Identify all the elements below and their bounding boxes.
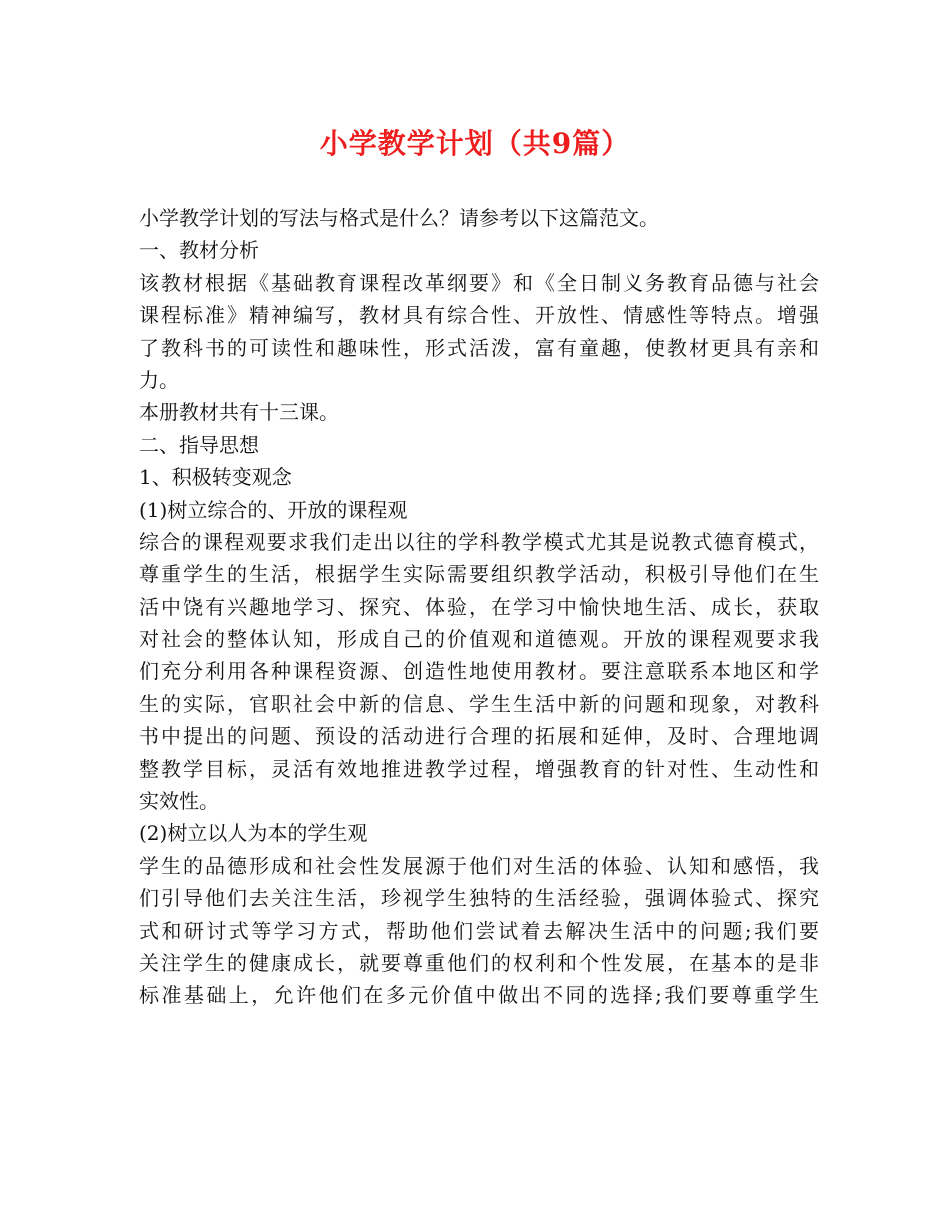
text-line: 尊重学生的生活，根据学生实际需要组织教学活动，积极引导他们在生 — [139, 562, 819, 587]
text-line: 力。 — [139, 367, 179, 392]
text-line: 式和研讨式等学习方式，帮助他们尝试着去解决生活中的问题;我们要 — [139, 918, 819, 943]
text-line: 一、教材分析 — [139, 238, 259, 263]
text-line: 学生的品德形成和社会性发展源于他们对生活的体验、认知和感悟，我 — [139, 853, 819, 878]
text-line: 本册教材共有十三课。 — [139, 400, 339, 425]
text-line: 们引导他们去关注生活，珍视学生独特的生活经验，强调体验式、探究 — [139, 886, 819, 911]
text-line: 标准基础上，允许他们在多元价值中做出不同的选择;我们要尊重学生 — [139, 983, 819, 1008]
text-line: 综合的课程观要求我们走出以往的学科教学模式尤其是说教式德育模式， — [139, 529, 819, 554]
text-line: 1、积极转变观念 — [139, 465, 292, 490]
text-line: 生的实际，官职社会中新的信息、学生生活中新的问题和现象，对教科 — [139, 691, 819, 716]
text-line: 课程标准》精神编写，教材具有综合性、开放性、情感性等特点。增强 — [139, 303, 819, 328]
text-line: (1)树立综合的、开放的课程观 — [139, 497, 408, 522]
document-title: 小学教学计划（共9篇） — [319, 127, 631, 160]
text-line: 二、指导思想 — [139, 432, 259, 457]
text-line: 对社会的整体认知，形成自己的价值观和道德观。开放的课程观要求我 — [139, 627, 819, 652]
text-line: 整教学目标，灵活有效地推进教学过程，增强教育的针对性、生动性和 — [139, 756, 819, 781]
text-line: 了教科书的可读性和趣味性，形式活泼，富有童趣，使教材更具有亲和 — [139, 335, 819, 360]
text-line: 实效性。 — [139, 789, 219, 814]
document-body — [139, 202, 819, 1012]
text-line: 小学教学计划的写法与格式是什么？请参考以下这篇范文。 — [139, 206, 659, 230]
text-line: (2)树立以人为本的学生观 — [139, 821, 368, 846]
text-line: 们充分利用各种课程资源、创造性地使用教材。要注意联系本地区和学 — [139, 659, 819, 684]
text-line: 活中饶有兴趣地学习、探究、体验，在学习中愉快地生活、成长，获取 — [139, 594, 819, 619]
text-line: 书中提出的问题、预设的活动进行合理的拓展和延伸，及时、合理地调 — [139, 724, 819, 749]
text-line: 该教材根据《基础教育课程改革纲要》和《全日制义务教育品德与社会 — [139, 270, 819, 295]
text-line: 关注学生的健康成长，就要尊重他们的权利和个性发展，在基本的是非 — [139, 950, 819, 975]
